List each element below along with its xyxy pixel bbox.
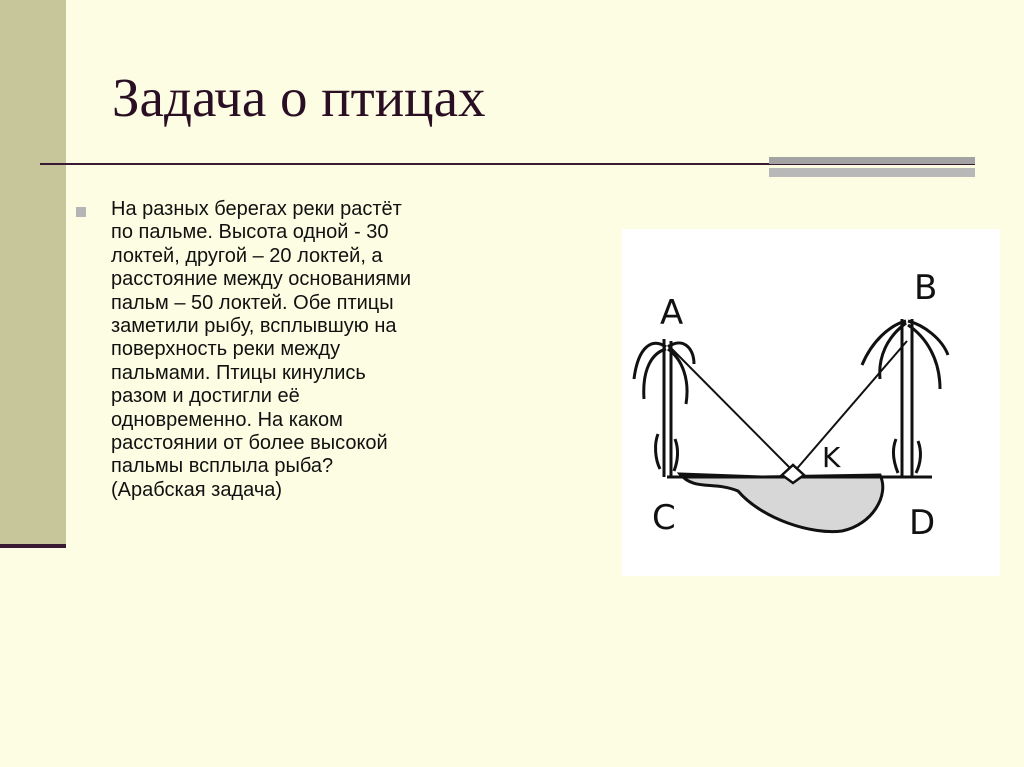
label-a: A [660, 293, 684, 333]
divider-accent [769, 157, 975, 177]
flight-line-a [668, 345, 793, 471]
palms-river-diagram [622, 229, 1000, 576]
left-decor-line [0, 544, 66, 548]
slide-title: Задача о птицах [112, 67, 486, 128]
bullet-icon [76, 207, 86, 217]
left-palm [634, 339, 694, 477]
label-d: D [909, 503, 936, 543]
label-k: K [822, 441, 841, 474]
left-decor-band [0, 0, 66, 547]
problem-figure [622, 229, 1000, 576]
label-b: B [914, 268, 938, 308]
label-c: C [652, 498, 676, 538]
problem-text: На разных берегах реки растёт по пальме. Высота одной - 30 локтей, другой – 20 локтей, а расстояние между основаниями пальм – 50 локтей. Обе птицы заметили рыбу, всплывшую на поверхность реки между пальмами. Птицы кинулись разом и достигли её одновременно. На каком расстоянии от более высокой пальмы всплыла рыба? (Арабская задача) [111, 198, 412, 501]
flight-line-b [794, 341, 907, 472]
river [680, 474, 883, 532]
